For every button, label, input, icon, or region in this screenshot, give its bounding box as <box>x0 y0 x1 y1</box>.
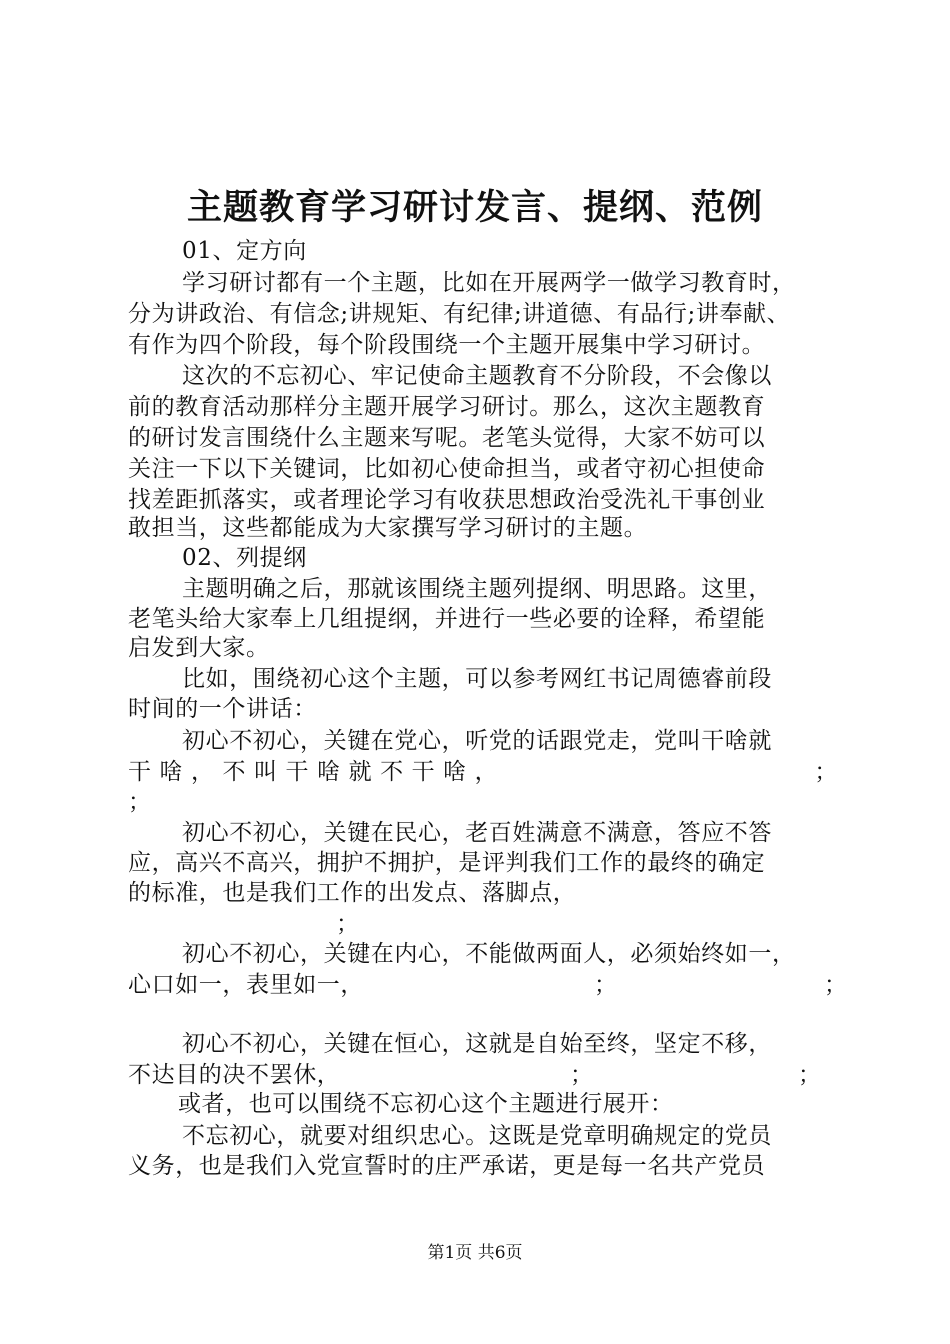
paragraph-line: 应，高兴不高兴，拥护不拥护，是评判我们工作的最终的确定 <box>128 850 766 876</box>
paragraph-line: 前的教育活动那样分主题开展学习研讨。那么，这次主题教育 <box>128 394 766 420</box>
paragraph-line: 的标准，也是我们工作的出发点、落脚点， <box>128 880 577 906</box>
line-text: ； <box>814 759 838 785</box>
page-number-footer: 第1页 共6页 <box>427 1243 523 1263</box>
paragraph-line: 分为讲政治、有信念;讲规矩、有纪律;讲道德、有品行;讲奉献、 <box>128 301 791 327</box>
line-text: ； <box>594 972 618 998</box>
paragraph-line: 初心不初心，关键在民心，老百姓满意不满意，答应不答 <box>182 820 772 846</box>
paragraph-line: ； <box>336 911 360 937</box>
paragraph-line: 或者，也可以围绕不忘初心这个主题进行展开： <box>178 1091 674 1117</box>
paragraph-line: 关注一下以下关键词，比如初心使命担当，或者守初心担使命 <box>128 456 766 482</box>
line-text: ； <box>570 1062 594 1088</box>
paragraph-line <box>128 757 838 787</box>
paragraph-line: 学习研讨都有一个主题，比如在开展两学一做学习教育时， <box>182 270 796 296</box>
paragraph-line: 初心不初心，关键在党心，听党的话跟党走，党叫干啥就 <box>182 728 772 754</box>
line-text: 不达目的决不罢休， <box>128 1062 341 1088</box>
paragraph-line: 启发到大家。 <box>128 635 270 661</box>
paragraph-line: 初心不初心，关键在内心，不能做两面人，必须始终如一， <box>182 941 796 967</box>
line-text: ； <box>824 972 848 998</box>
paragraph-line: 初心不初心，关键在恒心，这就是自始至终，坚定不移， <box>182 1031 772 1057</box>
paragraph-line: 的研讨发言围绕什么主题来写呢。老笔头觉得，大家不妨可以 <box>128 425 766 451</box>
document-title: 主题教育学习研讨发言、提纲、范例 <box>186 187 763 228</box>
paragraph-line: 这次的不忘初心、牢记使命主题教育不分阶段，不会像以 <box>182 363 772 389</box>
line-text: 干 啥 ， 不 叫 干 啥 就 不 干 啥 ， <box>128 759 499 785</box>
paragraph-line <box>128 970 848 1000</box>
paragraph-line: 有作为四个阶段，每个阶段围绕一个主题开展集中学习研讨。 <box>128 332 766 358</box>
paragraph-line: 老笔头给大家奉上几组提纲，并进行一些必要的诠释，希望能 <box>128 606 766 632</box>
paragraph-line <box>128 1060 838 1090</box>
paragraph-line: ； <box>128 789 152 815</box>
paragraph-line: 不忘初心，就要对组织忠心。这既是党章明确规定的党员 <box>182 1123 772 1149</box>
paragraph-line: 敢担当，这些都能成为大家撰写学习研讨的主题。 <box>128 515 648 541</box>
line-text: 心口如一，表里如一， <box>128 972 364 998</box>
paragraph-line: 找差距抓落实，或者理论学习有收获思想政治受洗礼干事创业 <box>128 487 766 513</box>
paragraph-line: 主题明确之后，那就该围绕主题列提纲、明思路。这里， <box>182 576 772 602</box>
line-text: ； <box>798 1062 822 1088</box>
paragraph-line: 比如，围绕初心这个主题，可以参考网红书记周德睿前段 <box>182 666 772 692</box>
paragraph-line: 时间的一个讲话： <box>128 696 317 722</box>
section-heading-1: 01、定方向 <box>182 238 307 264</box>
paragraph-line: 义务，也是我们入党宣誓时的庄严承诺，更是每一名共产党员 <box>128 1153 766 1179</box>
section-heading-2: 02、列提纲 <box>182 545 307 571</box>
